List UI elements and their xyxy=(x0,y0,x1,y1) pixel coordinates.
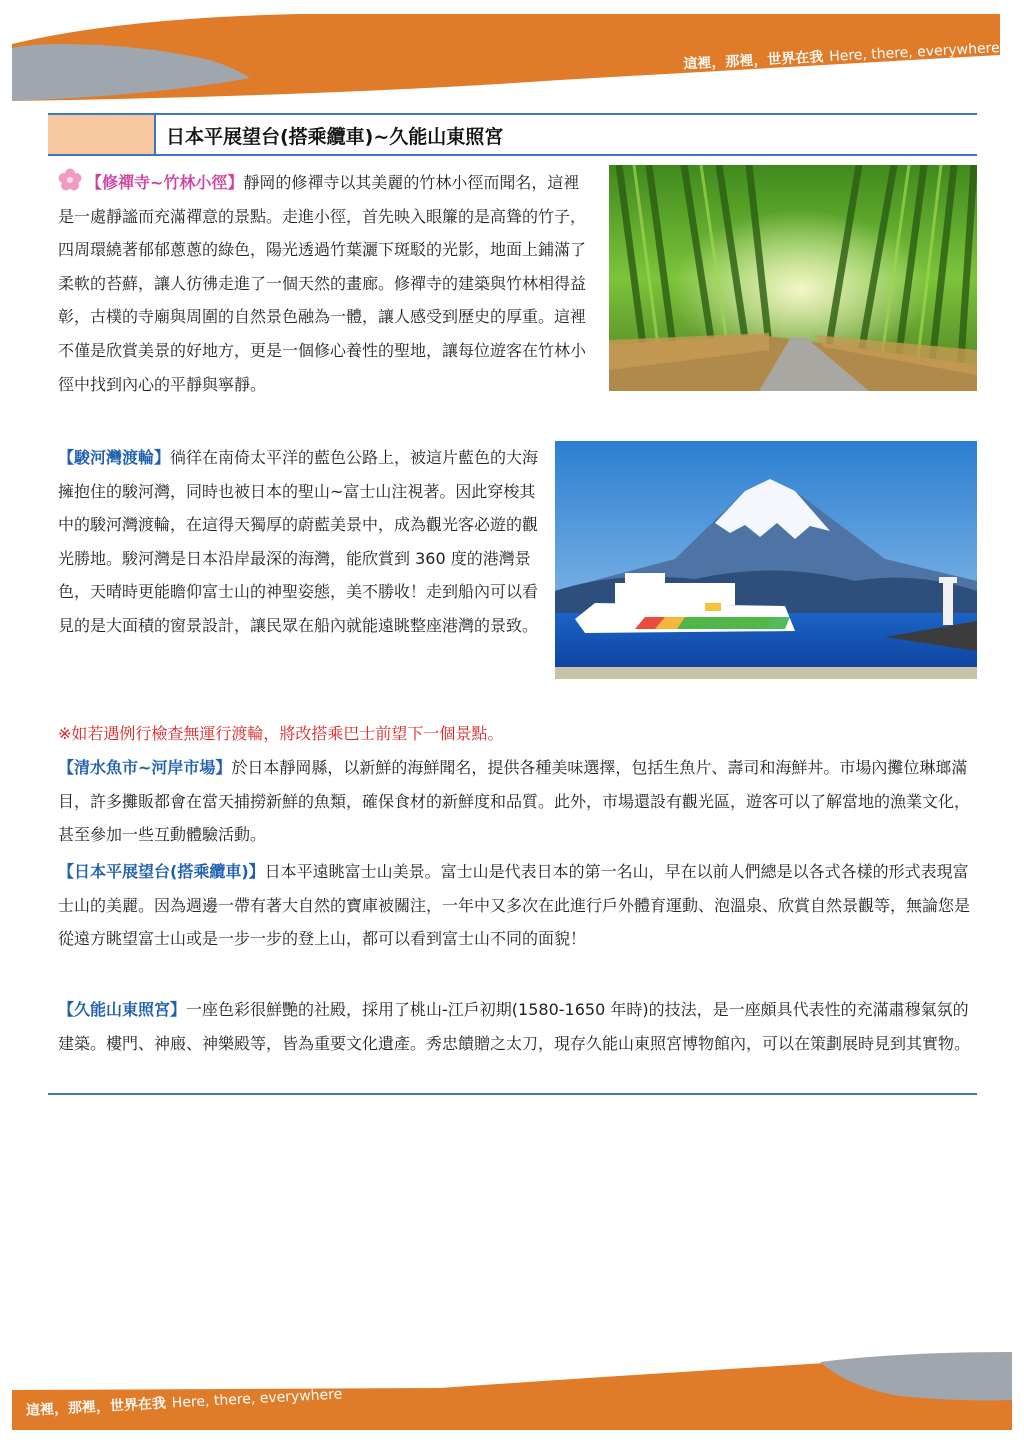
page-title: 日本平展望台(搭乘纜車)~久能山東照宮 xyxy=(166,126,504,148)
section-nihondaira xyxy=(58,855,970,956)
slogan-zh: 這裡，那裡，世界在我 xyxy=(683,49,825,73)
section-heading-shimizu: 【清水魚市~河岸市場】 xyxy=(58,758,232,777)
section-shimizu xyxy=(58,751,970,852)
sakura-flower-icon xyxy=(58,168,82,192)
content-bottom-rule xyxy=(48,1093,977,1095)
section-heading-shuzenji: 【修禪寺~竹林小徑】 xyxy=(86,173,244,192)
bamboo-forest-photo xyxy=(609,165,977,391)
section-heading-kunozan: 【久能山東照宮】 xyxy=(58,1000,187,1019)
section-kunozan xyxy=(58,993,970,1060)
slogan-en-bottom: Here, there, everywhere xyxy=(171,1386,343,1412)
section-heading-nihondaira: 【日本平展望台(搭乘纜車)】 xyxy=(58,862,265,881)
title-accent-block xyxy=(48,115,156,154)
ferry-note: ※如若遇例行檢查無運行渡輪，將改搭乘巴士前望下一個景點。 xyxy=(58,724,504,743)
section-heading-ferry: 【駿河灣渡輪】 xyxy=(58,448,171,467)
section-body-kunozan: 一座色彩很鮮艷的社殿，採用了桃山-江戶初期(1580-1650 年時)的技法，是一座頗具代表性的充滿肅穆氣氛的建築。樓門、神廄、神樂殿等，皆為重要文化遺產。秀忠饋贈之太刀，現存久能山東照宮博物館內，可以在策劃展時見到其實物。 xyxy=(58,1000,971,1053)
mount-fuji-ferry-photo xyxy=(555,441,977,679)
title-bar xyxy=(48,113,977,156)
section-body-shuzenji: 靜岡的修禪寺以其美麗的竹林小徑而聞名，這裡是一處靜謐而充滿禪意的景點。走進小徑，首先映入眼簾的是高聳的竹子，四周環繞著郁郁蔥蔥的綠色，陽光透過竹葉灑下斑駁的光影，地面上鋪滿了柔軟的苔蘚，讓人彷彿走進了一個天然的畫廊。修禪寺的建築與竹林相得益彰，古樸的寺廟與周圍的自然景色融為一體，讓人感受到歷史的厚重。這裡不僅是欣賞美景的好地方，更是一個修心養性的聖地，讓每位遊客在竹林小徑中找到內心的平靜與寧靜。 xyxy=(58,173,587,394)
section-shuzenji xyxy=(58,166,594,401)
section-body-shimizu: 於日本靜岡縣，以新鮮的海鮮聞名，提供各種美味選擇，包括生魚片、壽司和海鮮丼。市場內攤位琳瑯滿目，許多攤販都會在當天捕撈新鮮的魚類，確保食材的新鮮度和品質。此外，市場還設有觀光區，遊客可以了解當地的漁業文化，甚至參加一些互動體驗活動。 xyxy=(58,758,971,845)
section-body-ferry: 徜徉在南倚太平洋的藍色公路上，被這片藍色的大海擁抱住的駿河灣，同時也被日本的聖山~富士山注視著。因此穿梭其中的駿河灣渡輪，在這得天獨厚的蔚藍美景中，成為觀光客必遊的觀光勝地。駿河灣是日本沿岸最深的海灣，能欣賞到 360 度的港灣景色，天晴時更能瞻仰富士山的神聖姿態，美不勝收！走到船內可以看見的是大面積的窗景設計，讓民眾在船內就能遠眺整座港灣的景致。 xyxy=(58,448,539,635)
section-ferry xyxy=(58,441,542,643)
slogan-zh-bottom: 這裡，那裡，世界在我 xyxy=(25,1395,167,1419)
section-body-nihondaira: 日本平遠眺富士山美景。富士山是代表日本的第一名山，早在以前人們總是以各式各樣的形式表現富士山的美麗。因為週邊一帶有著大自然的寶庫被關注，一年中又多次在此進行戶外體育運動、泡溫泉、欣賞自然景觀等，無論您是從遠方眺望富士山或是一步一步的登上山，都可以看到富士山不同的面貌！ xyxy=(58,862,971,949)
slogan-en: Here, there, everywhere xyxy=(829,40,1001,65)
